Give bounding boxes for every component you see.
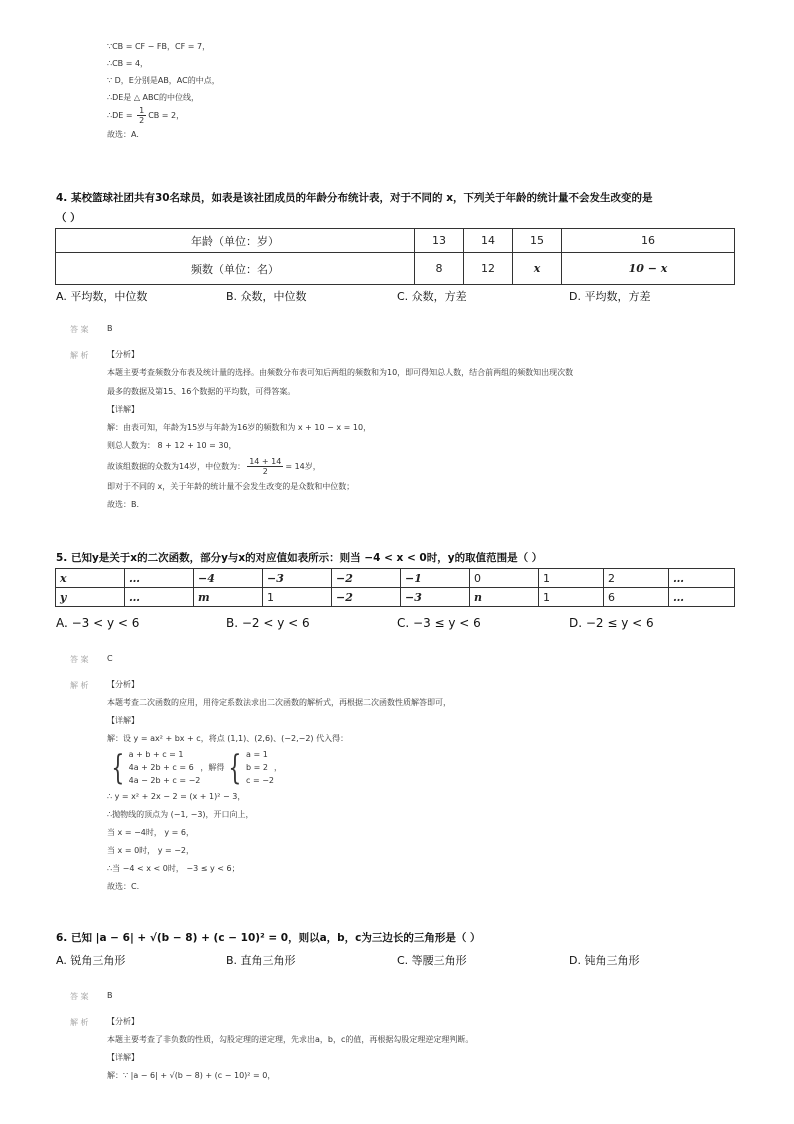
table-cell: … [125,569,194,588]
q4-analysis: 【分析】 本题主要考查频数分布表及统计量的选择。由频数分布表可知后两组的频数和为10，即可得知总人数，结合前两组的频数知出现次数 最多的数据及第15、16个数据的平均数，可得答案。 【详解】 解：由表可知，年龄为15岁与年龄为16岁的频数和为 x + 10 − x = 10， 则总人数为： 8 + 12 + 10 = 30， 故该组数据的众数为14岁，中位数为： $\frac{14 + 14}{2}$ = 14岁， 即对于不同的 x，关于年龄的统计量不会发生改变的是众数和中位数； 故选：B. [107,350,574,510]
analysis-label: 解 析 [70,351,89,360]
option-a[interactable]: A. 平均数，中位数 [56,290,148,303]
table-cell: −1 [401,569,470,588]
option-c[interactable]: C. 众数，方差 [397,290,467,303]
answer-label: 答 案 [70,325,89,334]
table-cell: 14 [464,229,513,253]
option-b[interactable]: B. 直角三角形 [226,954,296,967]
table-cell: −4 [194,569,263,588]
solution-line: ∵CB = CF − FB，CF = 7， [107,42,211,51]
table-cell: −2 [332,588,401,607]
table-cell: −3 [401,588,470,607]
table-cell: 13 [415,229,464,253]
option-a[interactable]: A. −3 < y < 6 [56,616,140,630]
table-cell: 1 [539,569,604,588]
q4-table [55,228,735,285]
answer-label: 答 案 [70,655,89,664]
solution-line: ∴DE是 △ ABC的中位线， [107,93,199,102]
solution-line: ∴CB = 4， [107,59,149,68]
option-c[interactable]: C. −3 ≤ y < 6 [397,616,481,630]
solution-line: ∴DE = $\frac{1}{2}$ CB = 2， [107,106,185,125]
q6-analysis: 【分析】 本题主要考查了非负数的性质，勾股定理的逆定理，先求出a，b，c的值，再根据勾股定理逆定理判断。 【详解】 解：∵ |a − 6| + √(b − 8) + (c − 10)² = 0， [107,1017,474,1080]
table-cell: 1 [539,588,604,607]
table-cell: 年龄（单位：岁） [56,229,415,253]
table-cell: m [194,588,263,607]
answer-value: C [107,654,113,663]
fraction: $\frac{1}{2}$ [139,106,145,125]
analysis-label: 解 析 [70,681,89,690]
q5-stem: 5. 已知y是关于x的二次函数，部分y与x的对应值如表所示：则当 −4 < x < 0时，y的取值范围是（ ） [56,552,543,564]
option-b[interactable]: B. −2 < y < 6 [226,616,310,630]
table-cell: 频数（单位：名） [56,253,415,285]
table-cell: 10 − x [562,253,735,285]
table-cell: n [470,588,539,607]
table-cell: 8 [415,253,464,285]
table-cell: 6 [604,588,669,607]
table-cell: x [513,253,562,285]
table-cell: 15 [513,229,562,253]
answer-value: B [107,991,113,1000]
q5-table [55,568,735,607]
table-cell: 0 [470,569,539,588]
answer-label: 答 案 [70,992,89,1001]
analysis-label: 解 析 [70,1018,89,1027]
equation-system: { a + b + c = 1 4a + 2b + c = 6 4a − 2b + c = −2 ，解得 { a = 1 b = 2 c = −2 ， [111,747,282,788]
option-b[interactable]: B. 众数，中位数 [226,290,307,303]
table-cell: 12 [464,253,513,285]
solution-line: 故选：A. [107,130,139,139]
table-cell: … [125,588,194,607]
table-cell: y [56,588,125,607]
table-cell: 16 [562,229,735,253]
fraction: $\frac{14 + 14}{2}$ [249,456,282,476]
table-cell: 1 [263,588,332,607]
option-d[interactable]: D. 钝角三角形 [569,954,640,967]
q4-stem: 4. 某校篮球社团共有30名球员，如表是该社团成员的年龄分布统计表，对于不同的 x，下列关于年龄的统计量不会发生改变的是 [56,192,653,204]
table-cell: … [669,588,735,607]
table-cell: x [56,569,125,588]
answer-value: B [107,324,113,333]
q4-stem-blank: （ ） [56,212,81,224]
top-solution [107,38,220,143]
option-d[interactable]: D. 平均数，方差 [569,290,651,303]
q6-stem: 6. 已知 |a − 6| + √(b − 8) + (c − 10)² = 0，则以a，b，c为三边长的三角形是（ ） [56,932,481,944]
option-a[interactable]: A. 锐角三角形 [56,954,126,967]
table-cell: −3 [263,569,332,588]
table-cell: −2 [332,569,401,588]
option-d[interactable]: D. −2 ≤ y < 6 [569,616,654,630]
table-cell: 2 [604,569,669,588]
table-cell: … [669,569,735,588]
solution-line: ∵ D，E分别是AB，AC的中点， [107,76,220,85]
option-c[interactable]: C. 等腰三角形 [397,954,467,967]
q5-analysis: 【分析】 本题考查二次函数的应用，用待定系数法求出二次函数的解析式，再根据二次函数性质解答即可， 【详解】 解：设 y = ax² + bx + c，将点 (1,1)、(2,6)、(−2,−2) 代入得： { a + b + c = 1 4a + 2b + c = 6 4a − 2b + c = −2 ，解得 { a = 1 b = 2 c = −2 ， ∴ y = x² + 2x − 2 = (x + 1)² − 3， ∴抛物线的顶点为 (−1, −3)，开口向上， 当 x = −4时， y = 6， 当 x = 0时， y = −2， ∴当 −4 < x < 0时， −3 ≤ y < 6； 故选：C. [107,680,451,891]
